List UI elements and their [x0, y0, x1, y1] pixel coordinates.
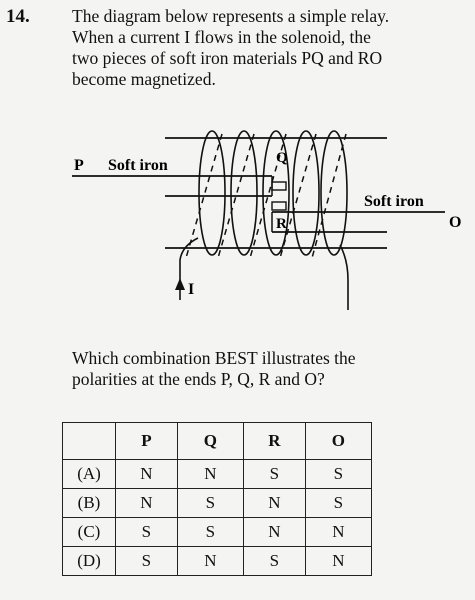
table-cell: S	[305, 460, 371, 489]
table-cell: N	[116, 489, 178, 518]
question-number: 14.	[6, 6, 30, 27]
coil-windings	[199, 131, 347, 255]
header-cell: O	[305, 423, 371, 460]
table-cell: N	[177, 547, 243, 576]
answer-table	[62, 422, 372, 576]
label-soft-iron-right: Soft iron	[364, 193, 424, 210]
table-cell: S	[116, 547, 178, 576]
table-cell: N	[243, 489, 305, 518]
relay-diagram	[0, 110, 475, 310]
table-row	[63, 547, 372, 576]
table-cell: S	[177, 489, 243, 518]
lead-wire-out	[340, 245, 348, 310]
table-cell: N	[243, 518, 305, 547]
table-cell: N	[177, 460, 243, 489]
prompt-line: polarities at the ends P, Q, R and O?	[72, 369, 325, 389]
table-cell: N	[116, 460, 178, 489]
label-o: O	[449, 214, 462, 231]
stem-line: The diagram below represents a simple relay.	[72, 6, 390, 26]
option-label: (A)	[63, 460, 116, 489]
table-cell: S	[305, 489, 371, 518]
stem-line: When a current I flows in the solenoid, the	[72, 27, 371, 47]
current-arrow-icon	[175, 278, 185, 290]
label-current: I	[188, 281, 195, 298]
contact-q	[272, 182, 286, 190]
label-r: R	[276, 216, 287, 232]
table-row	[63, 518, 372, 547]
table-row	[63, 460, 372, 489]
contact-r	[272, 202, 286, 210]
table-cell: S	[177, 518, 243, 547]
label-soft-iron-left: Soft iron	[108, 157, 168, 174]
prompt-line: Which combination BEST illustrates the	[72, 348, 356, 368]
question-prompt	[72, 348, 467, 390]
table-cell: S	[243, 547, 305, 576]
question-stem	[72, 6, 467, 90]
label-q: Q	[276, 150, 288, 166]
stem-line: two pieces of soft iron materials PQ and RO	[72, 48, 383, 68]
option-label: (D)	[63, 547, 116, 576]
header-cell: P	[116, 423, 178, 460]
header-cell: R	[243, 423, 305, 460]
table-header-row	[63, 423, 372, 460]
table-cell: N	[305, 518, 371, 547]
header-cell: Q	[177, 423, 243, 460]
option-label: (C)	[63, 518, 116, 547]
table-cell: N	[305, 547, 371, 576]
stem-line: become magnetized.	[72, 69, 216, 89]
option-label: (B)	[63, 489, 116, 518]
table-cell: S	[243, 460, 305, 489]
table-cell: S	[116, 518, 178, 547]
label-p: P	[74, 157, 84, 174]
table-row	[63, 489, 372, 518]
header-cell	[63, 423, 116, 460]
